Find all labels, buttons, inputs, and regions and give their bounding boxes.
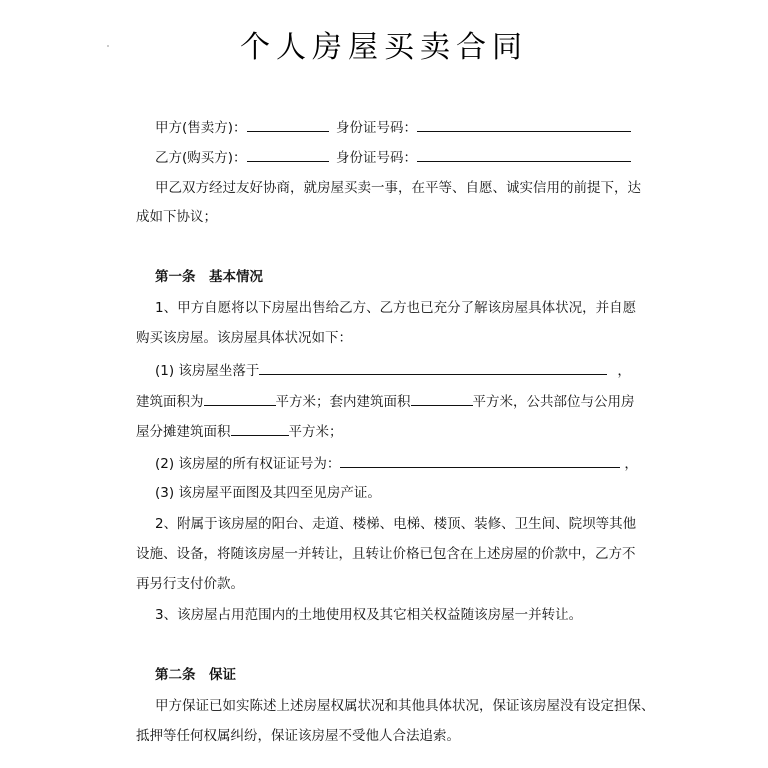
party-a-name-blank — [247, 118, 329, 132]
item-2-prefix: (2) 该房屋的所有权证证号为： — [155, 456, 341, 472]
item-2-suffix: ， — [624, 456, 638, 472]
article-1-p2-line-3: 再另行支付价款。 — [136, 576, 244, 592]
article-2-line-2: 抵押等任何权属纠纷，保证该房屋不受他人合法追索。 — [136, 728, 460, 744]
article-1-p2-line-1: 2、附属于该房屋的阳台、走道、楼梯、电梯、楼顶、装修、卫生间、院坝等其他 — [155, 516, 637, 532]
area-unit-1: 平方米；套内建筑面积 — [275, 394, 411, 410]
location-blank — [259, 361, 607, 375]
party-b-name-blank — [247, 148, 329, 162]
party-a-line — [155, 118, 329, 137]
party-a-id-blank — [417, 118, 631, 132]
item-2-line — [155, 454, 638, 473]
article-1-p1-line-1: 1、甲方自愿将以下房屋出售给乙方、乙方也已充分了解该房屋具体状况，并自愿 — [155, 300, 637, 316]
party-b-id-label: 身份证号码： — [336, 150, 417, 166]
party-b-label: 乙方(购买方)： — [155, 150, 247, 166]
certificate-number-blank — [340, 454, 620, 468]
party-b-line — [155, 148, 329, 167]
floor-area-blank — [204, 392, 276, 406]
document-title: 个人房屋买卖合同 — [240, 30, 528, 65]
party-b-id-line — [336, 148, 631, 167]
area-unit-2: 平方米，公共部位与公用房 — [472, 394, 635, 410]
article-1-heading: 第一条 基本情况 — [155, 269, 263, 285]
article-2-line-1: 甲方保证已如实陈述上述房屋权属状况和其他具体状况，保证该房屋没有设定担保、 — [155, 698, 655, 714]
article-1-p2-line-2: 设施、设备，将随该房屋一并转让，且转让价格已包含在上述房屋的价款中，乙方不 — [136, 546, 636, 562]
article-1-p1-line-2: 购买该房屋。该房屋具体状况如下： — [136, 330, 352, 346]
intro-line-1: 甲乙双方经过友好协商，就房屋买卖一事，在平等、自愿、诚实信用的前提下，达 — [155, 180, 641, 196]
item-1-line — [155, 361, 631, 380]
intro-line-2: 成如下协议； — [136, 209, 217, 225]
area-label-1: 建筑面积为 — [136, 394, 204, 410]
area-line-2 — [136, 422, 343, 441]
party-a-id-label: 身份证号码： — [336, 120, 417, 136]
item-1-prefix: (1) 该房屋坐落于 — [155, 363, 260, 379]
item-3-line: (3) 该房屋平面图及其四至见房产证。 — [155, 485, 381, 501]
area-line-1 — [136, 392, 635, 411]
shared-area-blank — [231, 422, 289, 436]
article-1-p3: 3、该房屋占用范围内的土地使用权及其它相关权益随该房屋一并转让。 — [155, 607, 583, 623]
article-2-heading: 第二条 保证 — [155, 667, 236, 683]
party-b-id-blank — [417, 148, 631, 162]
area-unit-3: 平方米； — [288, 424, 343, 440]
inner-area-blank — [411, 392, 473, 406]
party-a-label: 甲方(售卖方)： — [155, 120, 247, 136]
party-a-id-line — [336, 118, 631, 137]
area-label-3: 屋分摊建筑面积 — [136, 424, 231, 440]
item-1-suffix: ， — [617, 363, 631, 379]
